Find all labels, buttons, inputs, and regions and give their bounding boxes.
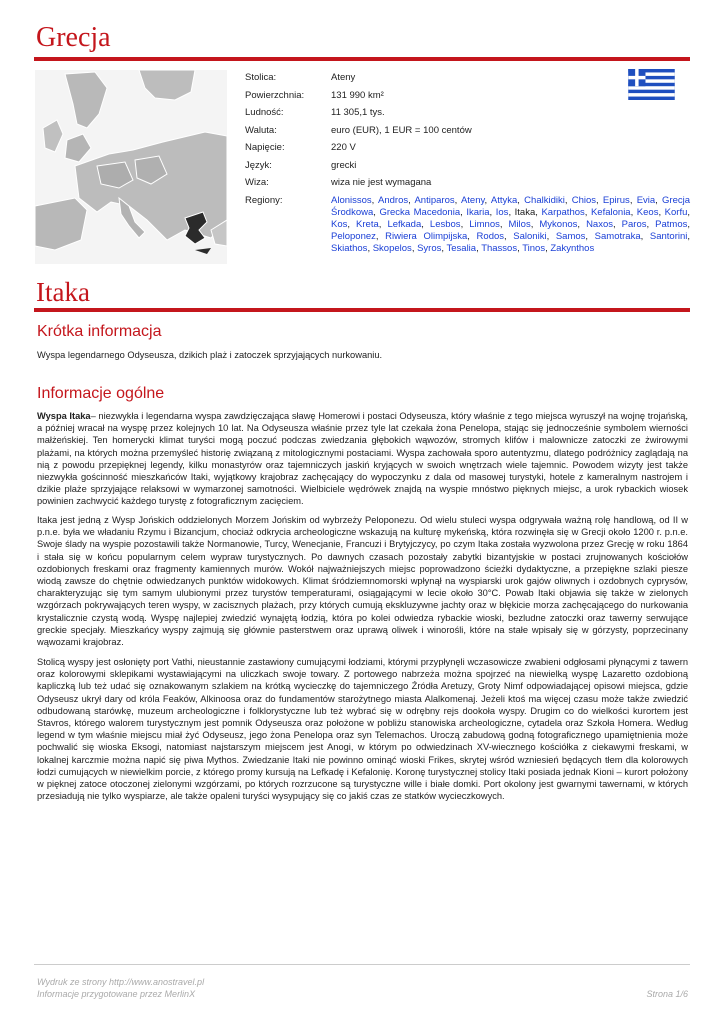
footer-credit: Informacje przygotowane przez MerlinX bbox=[37, 989, 196, 999]
short-info-text: Wyspa legendarnego Odyseusza, dzikich plaż i zatoczek sprzyjających nurkowaniu. bbox=[37, 350, 383, 360]
region-link[interactable]: Skiathos bbox=[331, 242, 368, 254]
fact-row bbox=[245, 125, 690, 137]
region-link[interactable]: Lefkada bbox=[387, 218, 422, 230]
region-link[interactable]: Saloniki bbox=[513, 230, 547, 242]
region-link[interactable]: Thassos bbox=[481, 242, 518, 254]
region-link[interactable]: Tesalia bbox=[446, 242, 477, 254]
region-link[interactable]: Ateny bbox=[460, 194, 485, 206]
fact-value: 11 305,1 tys. bbox=[331, 107, 385, 118]
fact-label: Ludność: bbox=[245, 107, 284, 118]
region-link[interactable]: Keos bbox=[636, 206, 659, 218]
region-link[interactable]: Peloponez bbox=[331, 230, 376, 242]
general-info-heading: Informacje ogólne bbox=[37, 385, 165, 402]
region-link[interactable]: Ikaria bbox=[466, 206, 490, 218]
region-link[interactable]: Andros bbox=[378, 194, 409, 206]
regions-list: Alonissos, Andros, Antiparos, Ateny, Attyka, Chalkidiki, Chios, Epirus, Evia, Grecja Środkowa, Grecka Macedonia, Ikaria, Ios, Itaka, Karpathos, Kefalonia, Keos, Korfu, Kos, Kreta, Lefkada, Lesbos, Limnos, Milos, Mykonos, Naxos, Paros, Patmos, Peloponez, Riwiera Olimpijska, Rodos, Saloniki, Samos, Samotraka, Santorini, Skiathos, Skopelos, Syros, Tesalia, Thassos, Tinos, Zakynthos bbox=[331, 194, 691, 254]
footer-page-number: Strona 1/6 bbox=[646, 989, 688, 999]
region-link[interactable]: Chalkidiki bbox=[524, 194, 565, 206]
region-link[interactable]: Zakynthos bbox=[550, 242, 595, 254]
region-link[interactable]: Patmos bbox=[655, 218, 688, 230]
region-link[interactable]: Lesbos bbox=[429, 218, 461, 230]
region-link[interactable]: Mykonos bbox=[539, 218, 578, 230]
region-link[interactable]: Milos bbox=[508, 218, 531, 230]
fact-row bbox=[245, 142, 690, 154]
fact-row bbox=[245, 90, 690, 102]
fact-value: Ateny bbox=[331, 72, 356, 83]
region-link[interactable]: Attyka bbox=[490, 194, 518, 206]
region-link[interactable]: Korfu bbox=[664, 206, 688, 218]
region-link[interactable]: Santorini bbox=[649, 230, 688, 242]
region-link[interactable]: Limnos bbox=[469, 218, 500, 230]
region-link[interactable]: Chios bbox=[571, 194, 596, 206]
page-title-divider bbox=[34, 308, 690, 312]
general-info-paragraph-2: Itaka jest jedną z Wysp Jońskich oddzielonych Morzem Jońskim od wybrzeży Peloponezu. Od wielu stuleci wyspa odgrywała ważną rolę handlową, od II w p.n.e. była we władaniu Rzymu i Bizancjum, chociaż odkrycia archeologiczne wskazują na kulturę mykeńską, która rozwinęła się w Grecji około 1200 r. p.n.e. Swoje ślady na wyspie pozostawili także Normanowie, Turcy, Wenecjanie, Francuzi i Brytyjczycy, po czym Itaka została wyzwolona przez Grecję w roku 1864 i stała się w końcu popularnym celem wypraw turystycznych. Po dawnych czasach pozostały zabytki bizantyjskie w postaci zrujnowanych kościołów ozdobionych freskami oraz fragmenty kamiennych murów. Wokół najważniejszych miejsc poprowadzono ścieżki dydaktyczne, a przepiękne szlaki piesze wiodą zawsze do chętnie odwiedzanych punktów widokowych. Klimat śródziemnomorski wpłynął na wyspiarski urok gajów oliwnych i ozdobnych cyprysów, charakteryzując się tym samym ulubionymi przez turystów temperaturami, osiągającymi w lecie około 30°C. Powab Itaki objawia się także w zielonych wzgórzach pokrywających teren wyspy, w zacisznych plażach, przy których cumują ekskluzywne jachty oraz w błękicie morza zachęcającego do nurkowania krystalicznie czystą wodą. Wyspę najlepiej zwiedzić wynajętą łodzią, która po kolei odwiedza rybackie wioski, bezludne zatoczki oraz tawerny serwujące greckie specjały. Mieszkańcy wyspy zajmują się głównie pasterstwem oraz uprawą oliwek i winorośli, które na stałe wpisały się w górzysty, poprzecinany wąwozami krajobraz. bbox=[37, 515, 688, 648]
fact-value: wiza nie jest wymagana bbox=[331, 177, 432, 188]
fact-value: euro (EUR), 1 EUR = 100 centów bbox=[331, 124, 472, 136]
region-link[interactable]: Kefalonia bbox=[590, 206, 631, 218]
title-divider bbox=[34, 57, 690, 61]
lead-term: Wyspa Itaka bbox=[37, 411, 91, 421]
fact-row bbox=[245, 177, 690, 189]
paragraph-1-text: – niezwykła i legendarna wyspa zawdzięczająca sławę Homerowi i postaci Odyseusza, który właśnie z tego miejsca wyruszył na wojnę trojańską, a później wracał na wyspę przez kolejnych 10 lat. Na Odyseusza właśnie przez tyle lat czekała żona Penelopa, stając się jednocześnie symbolem wierności małżeńskiej. Ten homerycki klimat turyści mogą poczuć podczas zwiedzania głębokich wąwozów, stromych klifów i malownicze zatoczki ze żwirowymi plażami, na których można przemyśleć historię związaną z mitologicznymi postaciami. Wyspa zachowała sporo autentyzmu, dlatego podróżnicy zaglądają na nią z powodu przepięknej legendy, kilku monastyrów oraz tajemniczych jaskiń kryjących w swoich wnętrzach wiele tajemnic. Powodem wizyty jest także niezwykła gościnność mieszkańców Itaki, wyjątkowy krajobraz zachęcający do wypoczynku z dala od masowej turystyki, hotele z kameralnym nastrojem i dzikie plaże sprzyjające relaksowi w wymarzonej samotności. Wielbiciele wędrówek znajdą na wyspie mnóstwo pięknych miejsc, a urok rybackich wiosek powinien zachwycić każdego turystę z fotograficznym zacięciem. bbox=[37, 411, 689, 507]
fact-label: Stolica: bbox=[245, 72, 277, 83]
region-link[interactable]: Karpathos bbox=[541, 206, 585, 218]
region-link[interactable]: Alonissos bbox=[331, 194, 372, 206]
country-title: Grecja bbox=[36, 22, 111, 53]
regions-label: Regiony: bbox=[245, 194, 283, 206]
region-link[interactable]: Kreta bbox=[356, 218, 379, 230]
general-info-paragraph-1 bbox=[37, 410, 688, 508]
general-info-paragraph-3: Stolicą wyspy jest osłonięty port Vathi, nieustannie zastawiony cumującymi łodziami, którymi przypłynęli wczasowicze zwabieni odgłosami płynącymi z tawern oraz kolorowymi sklepikami wystawiającymi na uliczkach swoje towary. Z portowego nabrzeża można spojrzeć na niewielką wyspę Lazaretto ozdobioną kapliczką lub też udać się oznakowanym szlakiem na krótką wycieczkę do tajemniczego Źródła Aretuzy, Groty Nimf odpowiadającej opisowi miejsca, gdzie Odyseusz ukrył dary od króla Feaków, Alkinoosa oraz do fundamentów starożytnego miasta Alalkomenaj. Jeżeli ktoś ma więcej czasu może także zwiedzić odbudowaną starówkę, muzeum archeologiczne i folklorystyczne lub też wybrać się w odrębny rejs dookoła wyspy. Drugim co do wielkości kurortem jest Stavros, którego walorem turystycznym jest pomnik Odyseusza oraz położone w pobliżu stanowiska archeologiczne, cytadela oraz Szkoła Homera. Według legend w tym właśnie miejscu miał żyć Odyseusz, jego żona Penelopa oraz syn Telemachos. Uroczą zabudową godną fotograficznego upamiętnienia może pochwalić się wioska Eksogi, natomiast najstarszym miejscem jest Anogi, w którym po odwiedzinach XV-wiecznego kościółka z ciekawymi freskami, w lokalnej karczmie można napić się piwa Mythos. Zwiedzanie Itaki nie powinno ominąć wioski Frikes, skrytej wśród wzniesień będących tłem dla kolorowych łodzi cumujących w niewielkim porcie, z którego promy kursują na Lefkadę i Kefalonię. Koronę turystycznej stolicy Itaki posiada jednak Kioni – kurort położony w pięknej zatoce otoczonej zielonymi wzgórzami, po których rozrzucone są turystyczne wille i białe domki. Port okolony jest gwarnymi tawernami, w których przesiadują nie tylko wyspiarze, ale także opaleni turyści wysypujący się co jakiś czas ze statków wycieczkowych. bbox=[37, 657, 688, 802]
footer-source: Wydruk ze strony http://www.anostravel.pl bbox=[37, 977, 205, 987]
fact-value: 131 990 km² bbox=[331, 89, 384, 101]
footer-divider bbox=[34, 964, 690, 965]
fact-label: Waluta: bbox=[245, 124, 277, 136]
region-link[interactable]: Naxos bbox=[586, 218, 613, 230]
europe-map bbox=[35, 70, 227, 264]
region-link[interactable]: Ios bbox=[495, 206, 509, 218]
fact-label: Powierzchnia: bbox=[245, 89, 305, 101]
short-info-heading: Krótka informacja bbox=[37, 323, 162, 340]
fact-label: Napięcie: bbox=[245, 142, 285, 153]
region-current: Itaka bbox=[514, 206, 536, 218]
regions-row bbox=[245, 195, 690, 255]
region-link[interactable]: Syros bbox=[417, 242, 442, 254]
fact-value: grecki bbox=[331, 159, 357, 171]
region-link[interactable]: Epirus bbox=[602, 194, 630, 206]
fact-label: Język: bbox=[245, 159, 272, 171]
region-link[interactable]: Tinos bbox=[522, 242, 546, 254]
region-link[interactable]: Samos bbox=[555, 230, 586, 242]
fact-row bbox=[245, 160, 690, 172]
region-link[interactable]: Rodos bbox=[476, 230, 505, 242]
region-link[interactable]: Evia bbox=[636, 194, 656, 206]
region-link[interactable]: Skopelos bbox=[372, 242, 412, 254]
region-link[interactable]: Antiparos bbox=[414, 194, 455, 206]
fact-value: 220 V bbox=[331, 142, 356, 153]
region-link[interactable]: Kos bbox=[331, 218, 348, 230]
page-title: Itaka bbox=[36, 277, 90, 307]
region-link[interactable]: Samotraka bbox=[594, 230, 641, 242]
region-link[interactable]: Paros bbox=[621, 218, 647, 230]
fact-row bbox=[245, 107, 690, 119]
fact-row bbox=[245, 72, 690, 84]
region-link[interactable]: Grecja Środkowa bbox=[331, 194, 691, 218]
region-link[interactable]: Riwiera Olimpijska bbox=[385, 230, 468, 242]
fact-label: Wiza: bbox=[245, 177, 269, 188]
country-facts bbox=[245, 72, 690, 260]
region-link[interactable]: Grecka Macedonia bbox=[379, 206, 461, 218]
